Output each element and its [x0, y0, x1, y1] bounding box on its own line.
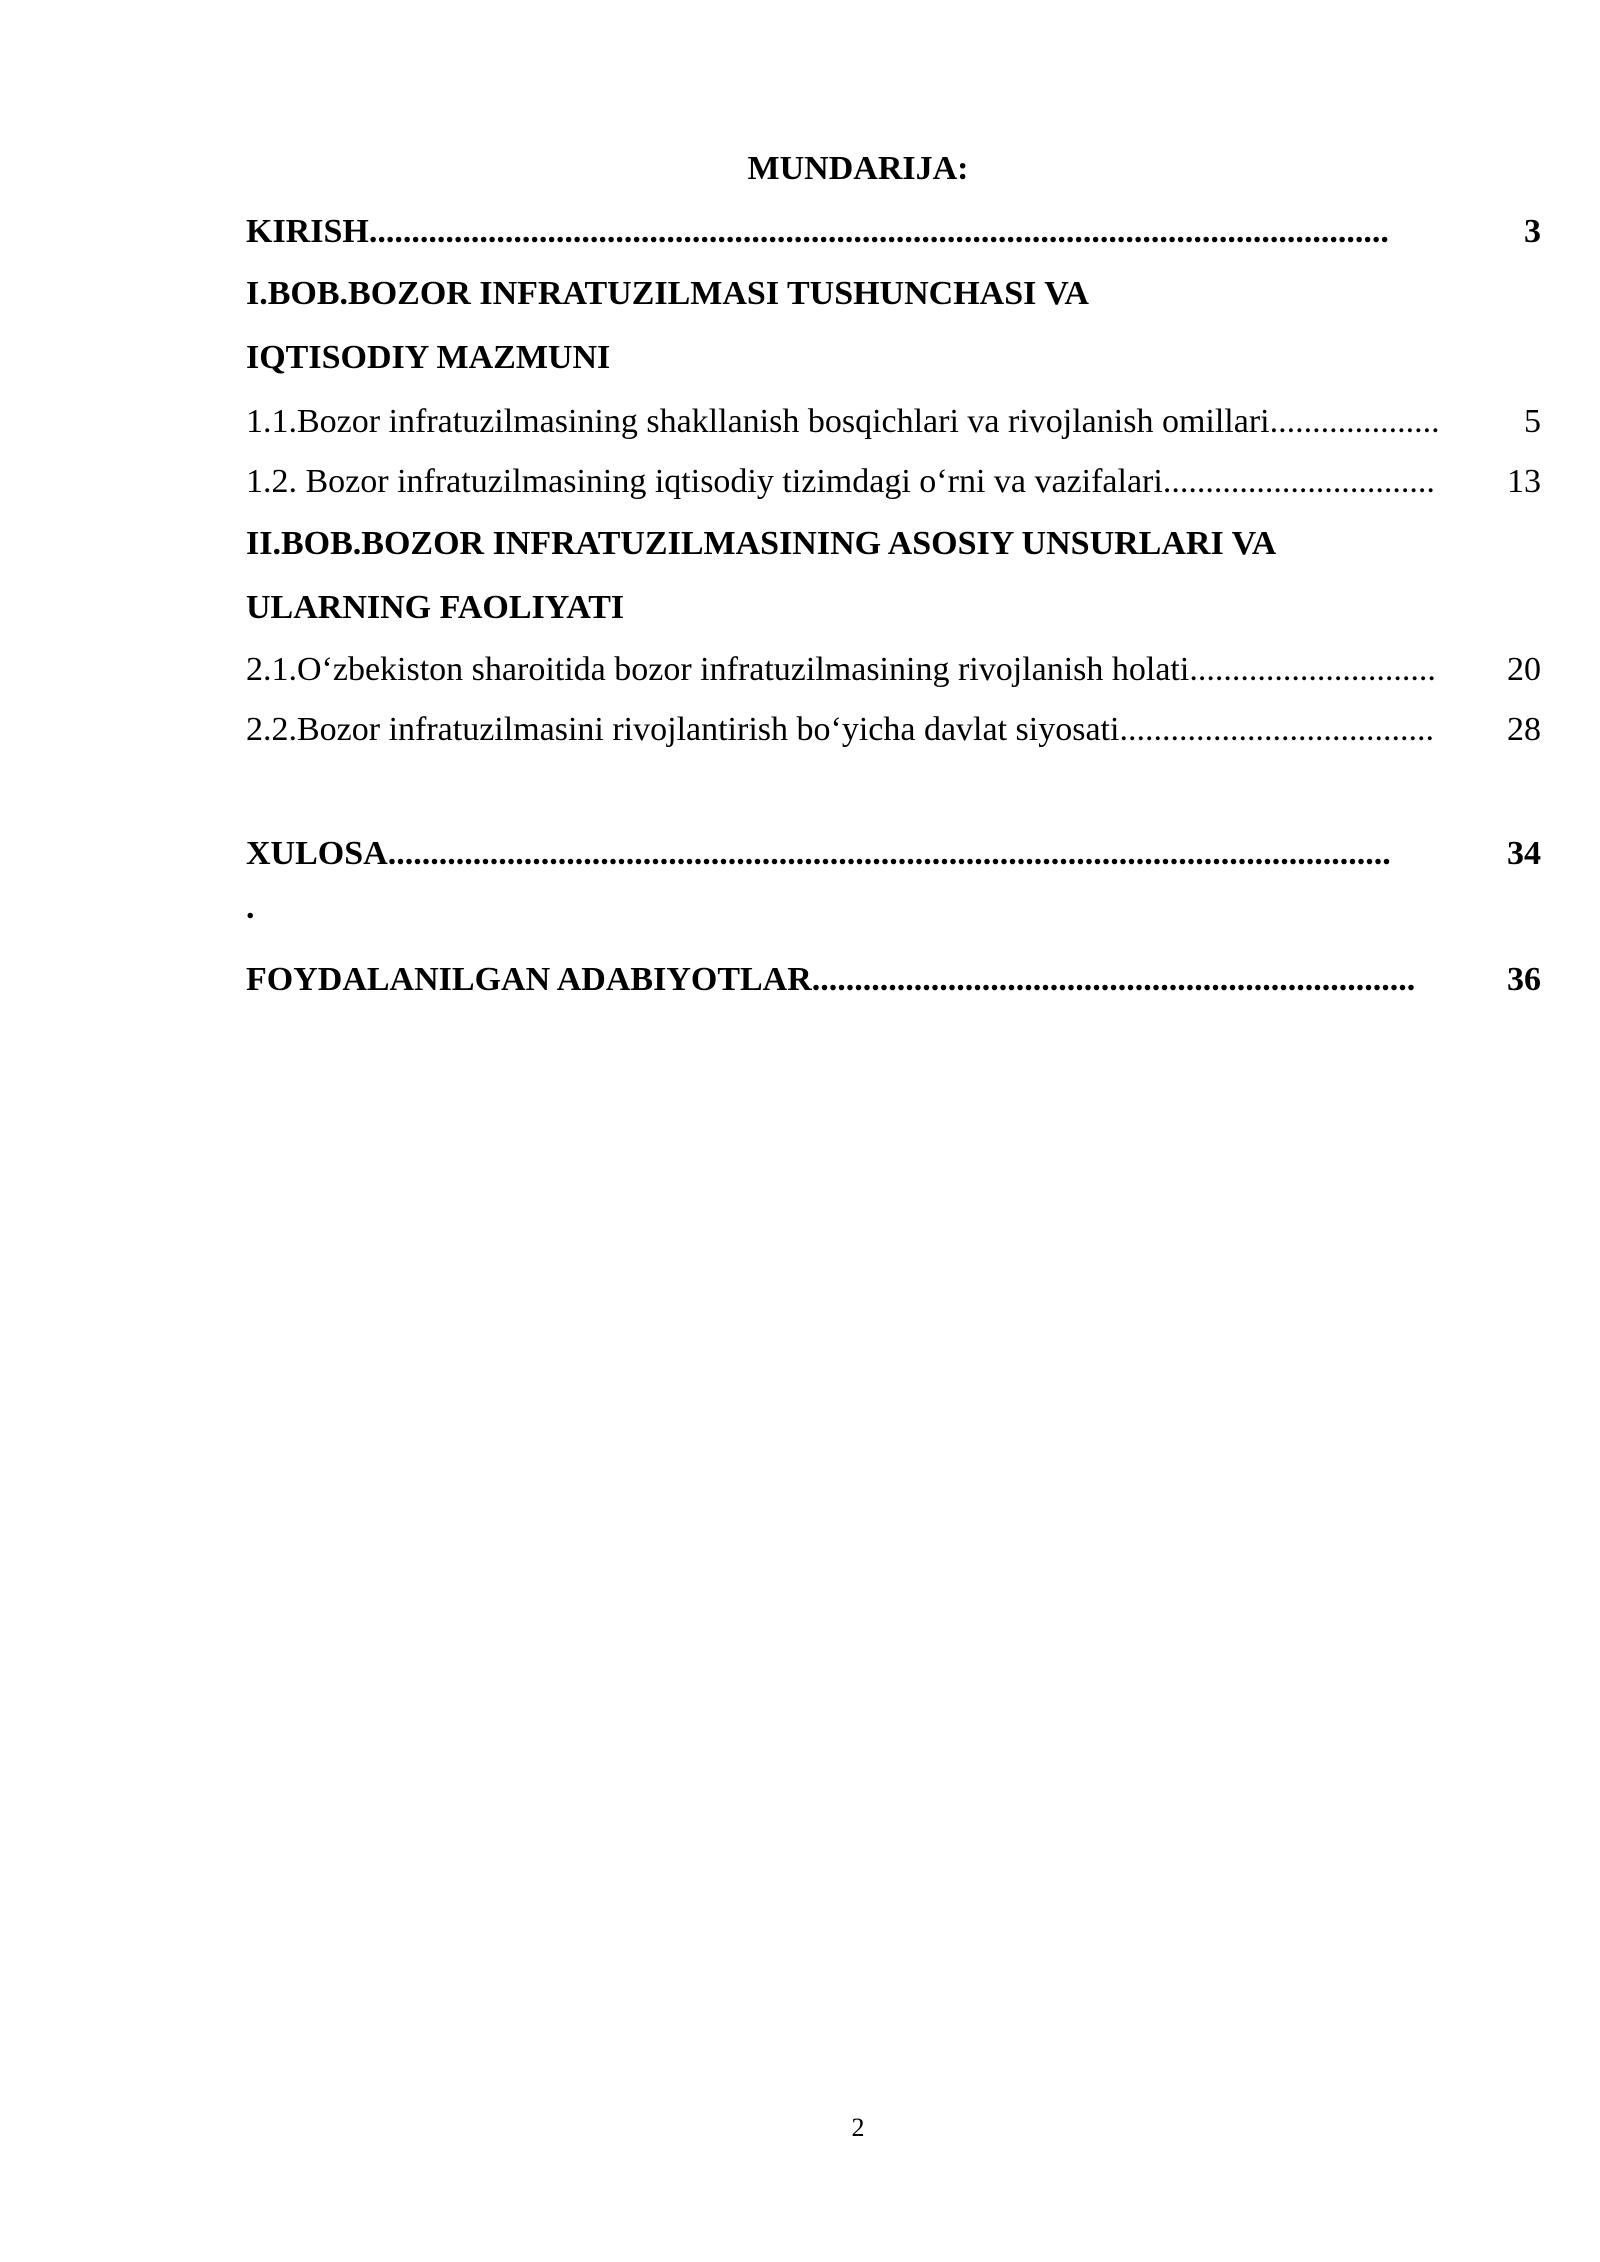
- toc-entry-2-1[interactable]: [246, 650, 1541, 690]
- dot-leader: ......................................................................................................................: [387, 835, 1391, 872]
- stray-period: .: [246, 889, 255, 926]
- toc-page-number: 13: [1507, 463, 1541, 500]
- toc-entry-adabiyotlar[interactable]: [246, 960, 1541, 1000]
- dot-leader: .......................................................................: [811, 961, 1416, 998]
- toc-entry-text: FOYDALANILGAN ADABIYOTLAR: [246, 961, 812, 998]
- dot-leader: ....................: [1269, 403, 1440, 440]
- toc-page-number: 28: [1507, 711, 1541, 748]
- toc-entry-1-1[interactable]: [246, 402, 1541, 442]
- toc-page-number: 5: [1524, 403, 1541, 440]
- toc-page-number: 3: [1524, 213, 1541, 250]
- page-number: 2: [851, 2113, 865, 2142]
- dot-leader: .....................................: [1119, 711, 1434, 748]
- toc-entry-text: 1.1.Bozor infratuzilmasining shakllanish bosqichlari va rivojlanish omillari: [246, 403, 1270, 440]
- toc-entry-kirish[interactable]: [246, 212, 1541, 252]
- toc-entry-xulosa[interactable]: [246, 834, 1541, 874]
- dot-leader: .............................: [1189, 651, 1436, 688]
- dot-leader: ........................................................................................................................: [368, 213, 1389, 250]
- toc-entry-text: 2.1.O‘zbekiston sharoitida bozor infratuzilmasining rivojlanish holati: [246, 651, 1190, 688]
- toc-entry-text: XULOSA: [246, 835, 388, 872]
- toc-page-number: 20: [1507, 651, 1541, 688]
- chapter-2-heading-line-1[interactable]: II.BOB.BOZOR INFRATUZILMASINING ASOSIY UNSURLARI VA: [246, 525, 1277, 562]
- toc-page-number: 36: [1507, 961, 1541, 998]
- toc-title: MUNDARIJA:: [747, 150, 969, 187]
- toc-entry-1-2[interactable]: [246, 462, 1541, 502]
- chapter-2-heading-line-2[interactable]: ULARNING FAOLIYATI: [246, 589, 625, 626]
- toc-entry-2-2[interactable]: [246, 710, 1541, 750]
- chapter-1-heading-line-1[interactable]: I.BOB.BOZOR INFRATUZILMASI TUSHUNCHASI VA: [246, 275, 1089, 312]
- toc-page-number: 34: [1507, 835, 1541, 872]
- toc-entry-text: 2.2.Bozor infratuzilmasini rivojlantirish bo‘yicha davlat siyosati: [246, 711, 1120, 748]
- dot-leader: ................................: [1162, 463, 1435, 500]
- chapter-1-heading-line-2[interactable]: IQTISODIY MAZMUNI: [246, 339, 611, 376]
- toc-entry-text: KIRISH: [246, 213, 369, 250]
- toc-entry-text: 1.2. Bozor infratuzilmasining iqtisodiy tizimdagi o‘rni va vazifalari: [246, 463, 1163, 500]
